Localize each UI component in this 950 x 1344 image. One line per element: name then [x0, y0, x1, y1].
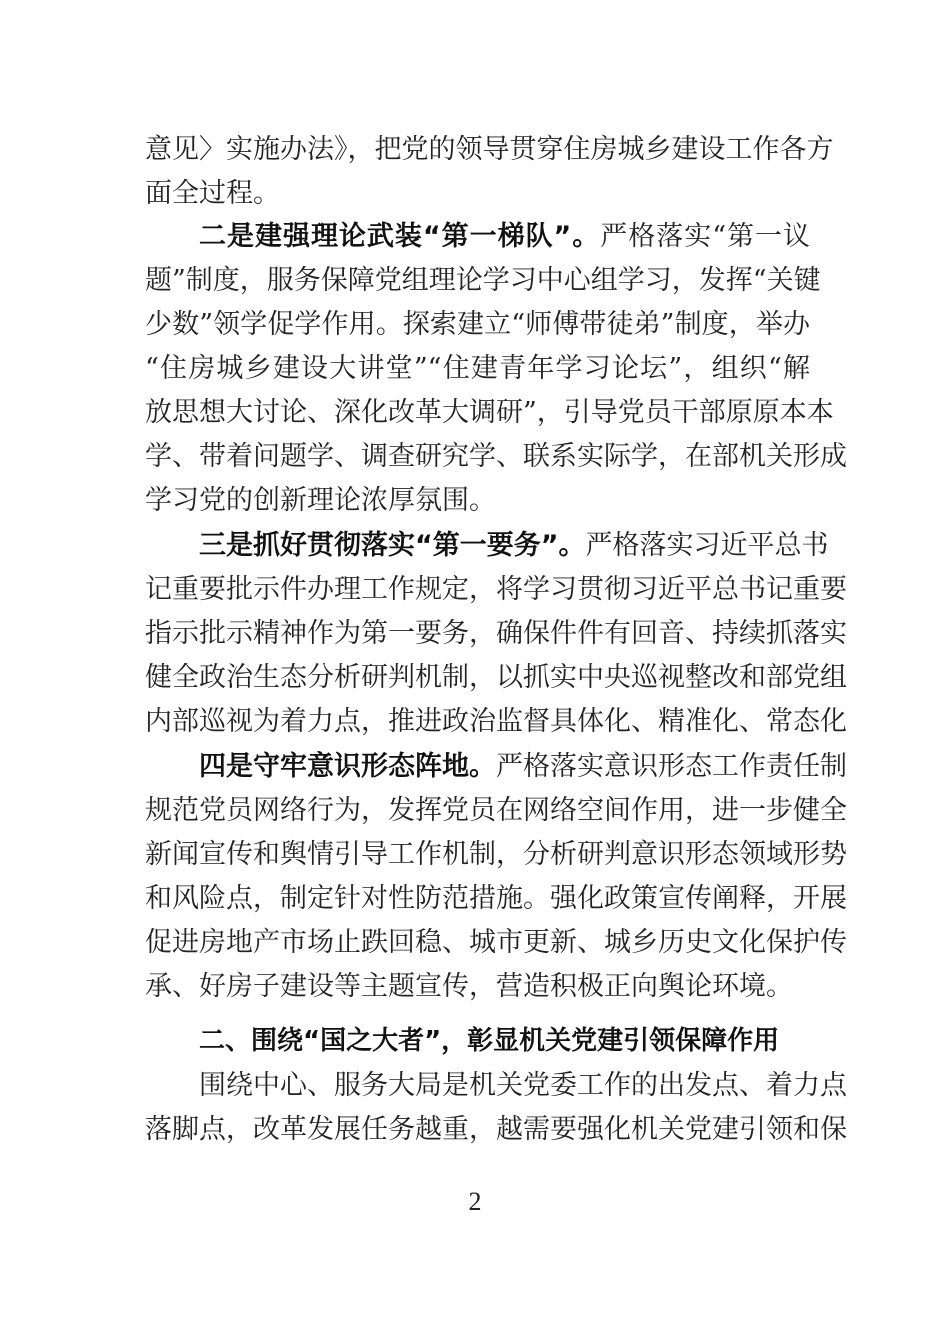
text-line: 落脚点，改革发展任务越重，越需要强化机关党建引领和保	[145, 1114, 847, 1145]
text-line: 放思想大讨论、深化改革大调研”，引导党员干部原原本本	[145, 397, 834, 428]
text-line: 记重要批示件办理工作规定，将学习贯彻习近平总书记重要	[145, 574, 847, 605]
paragraph-text: 严格落实习近平总书	[585, 530, 829, 561]
text-line: 意见〉实施办法》，把党的领导贯穿住房城乡建设工作各方	[145, 134, 834, 165]
page-number: 2	[468, 1187, 482, 1216]
text-line: 新闻宣传和舆情引导工作机制，分析研判意识形态领域形势	[145, 839, 847, 870]
text-line: 题”制度，服务保障党组理论学习中心组学习，发挥“关键	[145, 265, 821, 296]
text-line: 健全政治生态分析研判机制，以抓实中央巡视整改和部党组	[145, 662, 847, 693]
text-line: 少数”领学促学作用。探索建立“师傅带徒弟”制度，举办	[145, 309, 810, 340]
paragraph-first-line: 围绕中心、服务大局是机关党委工作的出发点、着力点	[199, 1070, 847, 1101]
paragraph-text: 严格落实“第一议	[600, 221, 810, 252]
paragraph-first-line	[199, 217, 810, 257]
paragraph-first-line	[199, 747, 847, 787]
text-line: 规范党员网络行为，发挥党员在网络空间作用，进一步健全	[145, 795, 847, 826]
text-line: 承、好房子建设等主题宣传，营造积极正向舆论环境。	[145, 971, 793, 1002]
text-line: 促进房地产市场止跌回稳、城市更新、城乡历史文化保护传	[145, 927, 847, 958]
text-line: 学习党的创新理论浓厚氛围。	[145, 485, 496, 516]
text-line: 指示批示精神作为第一要务，确保件件有回音、持续抓落实	[145, 618, 847, 649]
text-line: 学、带着问题学、调查研究学、联系实际学，在部机关形成	[145, 441, 847, 472]
paragraph-first-line	[199, 526, 829, 566]
section-heading: 二、围绕“国之大者”，彰显机关党建引领保障作用	[199, 1026, 780, 1056]
paragraph-lead: 四是守牢意识形态阵地。	[199, 751, 496, 782]
paragraph-lead: 三是抓好贯彻落实“第一要务”。	[199, 530, 586, 561]
paragraph-text: 严格落实意识形态工作责任制	[496, 751, 847, 782]
text-line: 内部巡视为着力点，推进政治监督具体化、精准化、常态化	[145, 706, 847, 737]
text-line: 和风险点，制定针对性防范措施。强化政策宣传阐释，开展	[145, 883, 847, 914]
paragraph-lead: 二是建强理论武装“第一梯队”。	[199, 221, 601, 252]
text-line: “住房城乡建设大讲堂”“住建青年学习论坛”，组织“解	[145, 353, 810, 384]
text-line: 面全过程。	[145, 178, 280, 209]
